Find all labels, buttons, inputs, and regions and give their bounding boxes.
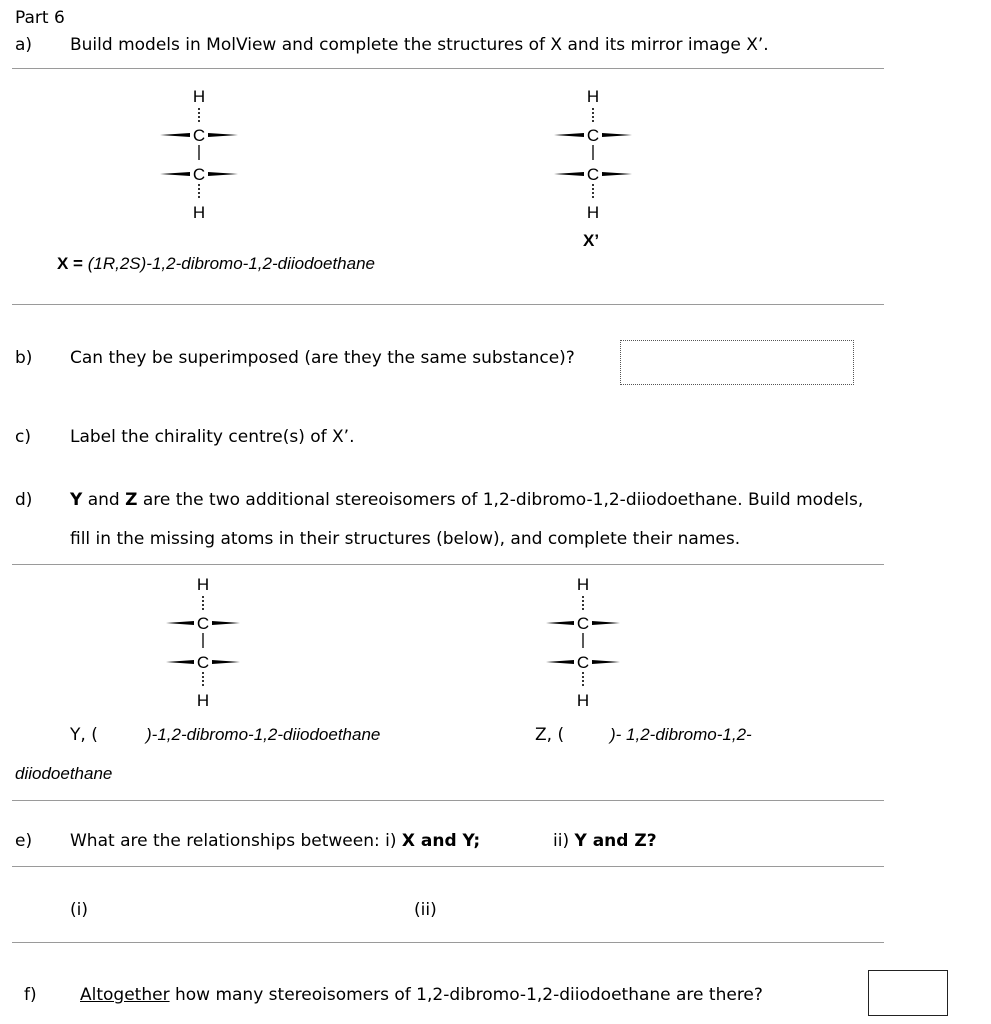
part-title: Part 6	[15, 8, 65, 28]
question-c-text: Label the chirality centre(s) of X’.	[70, 427, 355, 447]
label-z: Z	[125, 490, 138, 510]
question-f-text	[80, 985, 763, 1005]
divider	[12, 304, 884, 305]
atom-h-bottom: H	[576, 691, 590, 710]
wedge-bond	[546, 621, 574, 625]
text-altogether: Altogether	[80, 985, 170, 1005]
wedge-bond	[212, 621, 240, 625]
x-name	[57, 254, 375, 274]
divider	[12, 564, 884, 565]
y-name-prefix: Y, (	[70, 725, 98, 745]
question-e-text	[70, 831, 480, 851]
atom-c2: C	[196, 653, 210, 672]
divider	[12, 800, 884, 801]
x-and-y: X and Y;	[401, 831, 481, 851]
question-a-text: Build models in MolView and complete the structures of X and its mirror image X’.	[70, 35, 769, 55]
wedge-bond	[160, 133, 190, 137]
question-c-letter: c)	[15, 427, 31, 447]
wedge-bond	[602, 172, 632, 176]
divider	[12, 68, 884, 69]
atom-h-bottom: H	[196, 691, 210, 710]
question-e-part-ii	[553, 831, 657, 851]
wedge-bond	[546, 660, 574, 664]
x-name-value: (1R,2S)-1,2-dibromo-1,2-diiodoethane	[87, 254, 375, 273]
atom-h-bottom: H	[192, 203, 206, 222]
question-a-letter: a)	[15, 35, 33, 55]
wedge-bond	[212, 660, 240, 664]
wedge-bond	[208, 133, 238, 137]
answer-box-b[interactable]	[620, 340, 854, 385]
atom-c2: C	[576, 653, 590, 672]
text-rest: are the two additional stereoisomers of 1,2-dibromo-1,2-diiodoethane. Build models,	[137, 490, 864, 510]
wedge-bond	[160, 172, 190, 176]
question-d-text	[70, 490, 863, 510]
label-y: Y	[70, 490, 83, 510]
atom-c1: C	[196, 614, 210, 633]
atom-h-top: H	[196, 575, 210, 594]
wedge-bond	[602, 133, 632, 137]
atom-c1: C	[192, 126, 206, 145]
atom-c2: C	[586, 165, 600, 184]
wedge-bond	[166, 660, 194, 664]
atom-h-top: H	[192, 87, 206, 106]
structure-x	[150, 82, 250, 227]
question-e-stem: What are the relationships between: i)	[70, 831, 402, 851]
atom-h-top: H	[576, 575, 590, 594]
atom-c2: C	[192, 165, 206, 184]
wedge-bond	[166, 621, 194, 625]
wedge-bond	[592, 621, 620, 625]
structure-x-prime	[544, 82, 644, 227]
z-name-suffix: )- 1,2-dibromo-1,2-	[610, 725, 752, 744]
z-name-wrap: diiodoethane	[15, 764, 113, 783]
question-e-letter: e)	[15, 831, 33, 851]
y-name-suffix: )-1,2-dibromo-1,2-diiodoethane	[146, 725, 381, 744]
answer-i-label: (i)	[70, 900, 88, 920]
z-name-prefix: Z, (	[535, 725, 565, 745]
atom-h-bottom: H	[586, 203, 600, 222]
mirror-image-label: X’	[583, 231, 600, 250]
divider	[12, 942, 884, 943]
wedge-bond	[554, 172, 584, 176]
atom-c1: C	[586, 126, 600, 145]
structure-y	[154, 570, 254, 715]
y-and-z: Y and Z?	[574, 831, 657, 851]
question-f-rest: how many stereoisomers of 1,2-dibromo-1,2-diiodoethane are there?	[169, 985, 763, 1005]
question-d-letter: d)	[15, 490, 33, 510]
wedge-bond	[592, 660, 620, 664]
x-name-prefix: X =	[57, 254, 88, 273]
question-b-letter: b)	[15, 348, 33, 368]
atom-h-top: H	[586, 87, 600, 106]
question-f-letter: f)	[24, 985, 37, 1005]
structure-z	[534, 570, 634, 715]
atom-c1: C	[576, 614, 590, 633]
answer-ii-label: (ii)	[414, 900, 437, 920]
part-ii-label: ii)	[553, 831, 575, 851]
divider	[12, 866, 884, 867]
answer-box-f[interactable]	[868, 970, 948, 1016]
wedge-bond	[554, 133, 584, 137]
wedge-bond	[208, 172, 238, 176]
question-b-text: Can they be superimposed (are they the same substance)?	[70, 348, 575, 368]
question-d-text-line2: fill in the missing atoms in their structures (below), and complete their names.	[70, 529, 741, 549]
text-and: and	[82, 490, 126, 510]
